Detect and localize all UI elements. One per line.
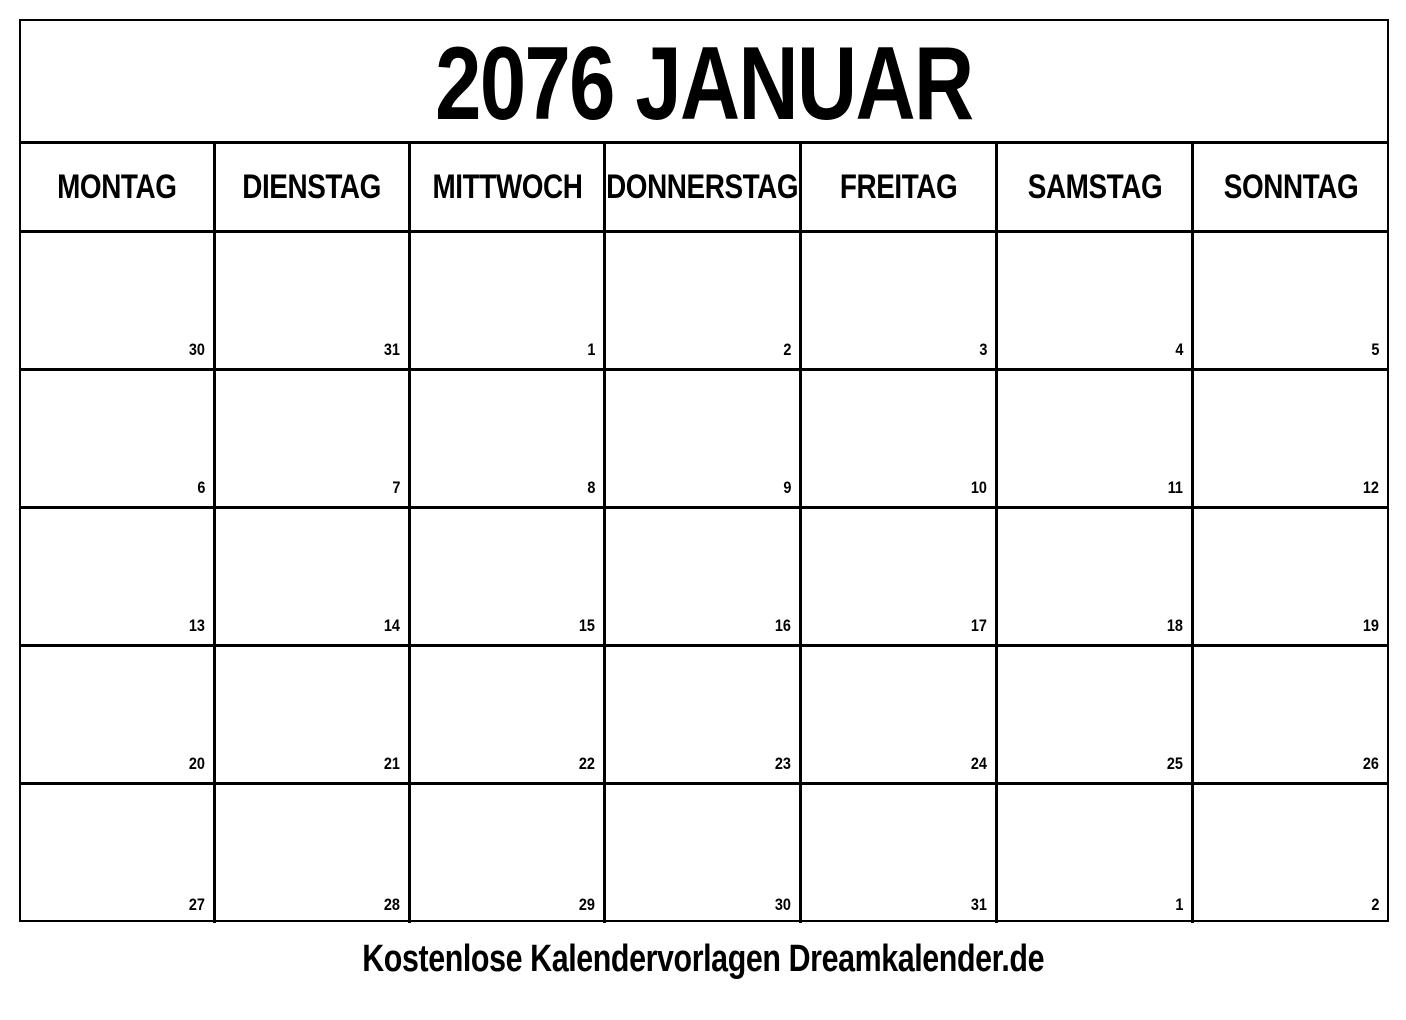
day-number: 9 [782,478,791,497]
weekday-header-tuesday [216,144,411,233]
day-number: 6 [196,478,205,497]
day-number: 25 [1166,754,1183,773]
day-cell [606,785,802,923]
weekday-header-monday [21,144,216,233]
day-cell [802,647,998,785]
day-cell [1194,233,1387,371]
calendar-title: 2076 JANUAR [435,26,973,142]
day-cell [21,785,216,923]
title-row [21,21,1387,144]
day-number: 30 [774,895,791,914]
day-cell [411,785,606,923]
day-cell [998,371,1194,509]
day-number: 1 [1174,895,1183,914]
day-cell [21,371,216,509]
day-number: 10 [970,478,987,497]
day-number: 12 [1362,478,1379,497]
calendar-grid [21,144,1387,920]
day-cell [802,785,998,923]
weekday-header-saturday [998,144,1194,233]
day-number: 23 [774,754,791,773]
day-cell [606,509,802,647]
day-number: 19 [1362,616,1379,635]
day-number: 27 [188,895,205,914]
weekday-header-sunday [1194,144,1387,233]
day-cell [411,647,606,785]
day-number: 5 [1370,340,1379,359]
day-number: 2 [1370,895,1379,914]
day-number: 30 [188,340,205,359]
day-number: 4 [1174,340,1183,359]
weekday-label: SONNTAG [1223,167,1358,206]
day-number: 7 [391,478,400,497]
day-cell [606,647,802,785]
day-number: 13 [188,616,205,635]
day-cell [802,371,998,509]
day-cell [1194,785,1387,923]
day-cell [1194,371,1387,509]
footer [0,938,1406,981]
weekday-label: MONTAG [57,167,177,206]
day-cell [1194,509,1387,647]
day-cell [216,509,411,647]
day-number: 17 [970,616,987,635]
day-cell [606,233,802,371]
day-number: 24 [970,754,987,773]
day-number: 11 [1167,478,1183,497]
day-number: 1 [586,340,595,359]
day-cell [998,785,1194,923]
day-number: 16 [774,616,791,635]
day-number: 8 [586,478,595,497]
day-number: 20 [188,754,205,773]
day-number: 26 [1362,754,1379,773]
day-number: 15 [578,616,595,635]
weekday-label: FREITAG [839,167,958,206]
day-number: 31 [383,340,400,359]
day-cell [21,509,216,647]
weekday-header-wednesday [411,144,606,233]
day-cell [21,233,216,371]
weekday-header-thursday [606,144,802,233]
day-cell [21,647,216,785]
day-cell [998,509,1194,647]
day-number: 28 [383,895,400,914]
day-cell [998,233,1194,371]
day-cell [1194,647,1387,785]
weekday-label: MITTWOCH [431,167,583,206]
calendar [19,19,1389,922]
weekday-label: DIENSTAG [242,167,382,206]
day-number: 29 [578,895,595,914]
day-number: 22 [578,754,595,773]
day-cell [802,509,998,647]
day-cell [998,647,1194,785]
weekday-label: SAMSTAG [1027,167,1162,206]
day-number: 21 [383,754,400,773]
day-cell [411,509,606,647]
day-number: 2 [782,340,791,359]
day-cell [216,785,411,923]
day-cell [802,233,998,371]
weekday-header-friday [802,144,998,233]
day-cell [606,371,802,509]
day-number: 18 [1166,616,1183,635]
day-cell [216,371,411,509]
weekday-label: DONNERSTAG [606,167,799,206]
day-cell [216,233,411,371]
day-cell [411,371,606,509]
day-number: 3 [978,340,987,359]
day-cell [216,647,411,785]
day-number: 31 [970,895,987,914]
footer-text: Kostenlose Kalendervorlagen Dreamkalender.de [362,938,1044,980]
day-number: 14 [383,616,400,635]
day-cell [411,233,606,371]
